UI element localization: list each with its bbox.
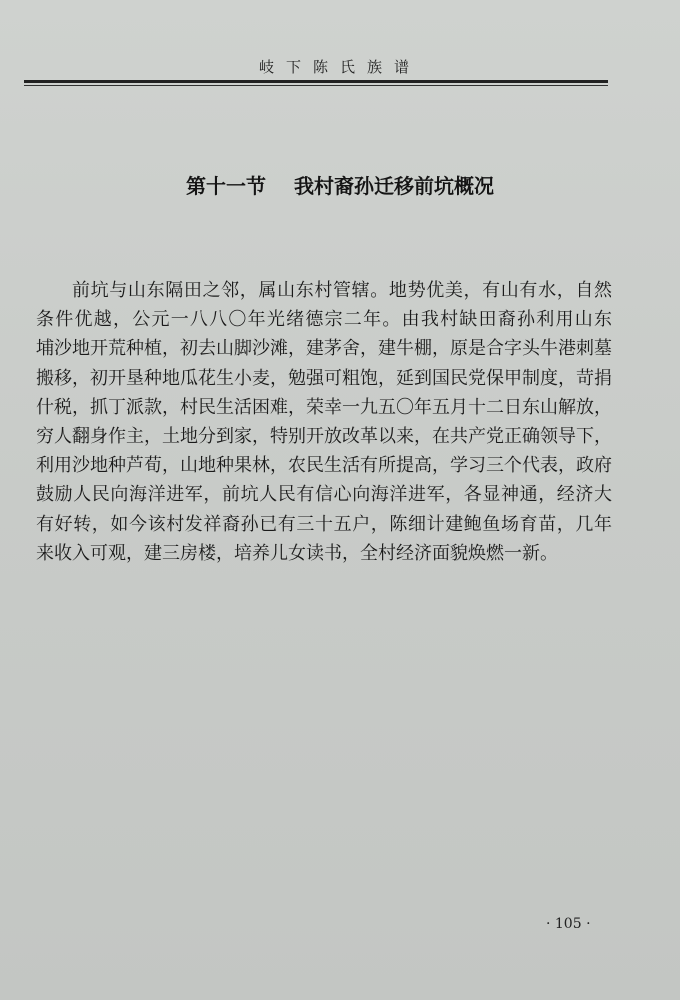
running-head: 岐下陈氏族谱 — [258, 58, 421, 76]
body-line: 有好转，如今该村发祥裔孙已有三十五户，陈细计建鲍鱼场育苗，几年 — [36, 513, 612, 535]
body-line: 穷人翻身作主，土地分到家，特别开放改革以来，在共产党正确领导下， — [36, 425, 612, 447]
body-line: 什税，抓丁派款，村民生活困难，荣幸一九五〇年五月十二日东山解放， — [36, 396, 612, 418]
body-line: 埔沙地开荒种植，初去山脚沙滩，建茅舍，建牛棚，原是合字头牛港刺墓 — [36, 338, 612, 360]
section-heading: 我村裔孙迁移前坑概况 — [294, 174, 494, 198]
header-rule-thick — [24, 80, 608, 83]
body-line: 鼓励人民向海洋进军，前坑人民有信心向海洋进军，各显神通，经济大 — [36, 484, 612, 506]
body-paragraph — [36, 276, 612, 568]
page-number: · 105 · — [546, 916, 591, 932]
body-line: 条件优越，公元一八八〇年光绪德宗二年。由我村缺田裔孙利用山东 — [36, 309, 612, 331]
body-line: 搬移，初开垦种地瓜花生小麦，勉强可粗饱，延到国民党保甲制度，苛捐 — [36, 367, 612, 389]
body-line: 来收入可观，建三房楼，培养儿女读书，全村经济面貌焕燃一新。 — [36, 542, 558, 564]
body-line: 利用沙地种芦荀，山地种果林，农民生活有所提高，学习三个代表，政府 — [36, 455, 612, 477]
section-number: 第十一节 — [186, 174, 266, 198]
header-rule-thin — [24, 85, 608, 86]
body-line: 前坑与山东隔田之邻，属山东村管辖。地势优美，有山有水，自然 — [72, 280, 612, 301]
section-title — [0, 170, 680, 199]
